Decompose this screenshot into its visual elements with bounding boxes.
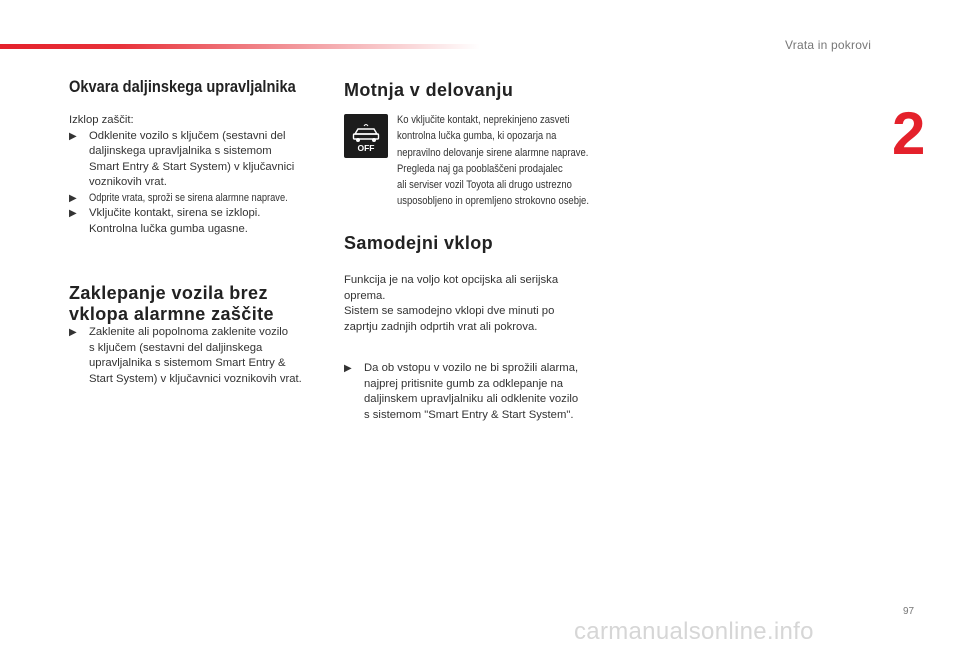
fault-bullet-1: ▶ Odklenite vozilo s ključem (sestavni del daljinskega upravljalnika s sistemom Smart Entry & Start System) v ključavnici voznikovih vrat. <box>69 129 295 188</box>
fault-section <box>69 113 324 237</box>
fault-bullet-3: ▶ Vključite kontakt, sirena se izklopi. Kontrolna lučka gumba ugasne. <box>69 207 261 235</box>
page-number: 97 <box>903 606 915 617</box>
auto-heading: Samodejni vklop <box>344 233 494 253</box>
fault-heading: Okvara daljinskega upravljalnika <box>69 77 296 96</box>
locking-section <box>69 325 324 387</box>
chapter-number: 2 <box>892 100 926 167</box>
malfunction-heading: Motnja v delovanju <box>344 80 514 100</box>
locking-heading: Zaklepanje vozila brez vklopa alarmne zaščite <box>69 283 274 324</box>
section-label: Vrata in pokrovi <box>785 38 872 52</box>
malfunction-text: Ko vključite kontakt, neprekinjeno zasveti kontrolna lučka gumba, ki opozarja na nepravilno delovanje sirene alarmne naprave. Pregleda naj ga pooblaščeni prodajalec ali serviser vozil Toyota ali drugo ustrezno usposobljeno in opremljeno strokovno osebje. <box>397 114 589 208</box>
auto-bullet-1: ▶ Da ob vstopu v vozilo ne bi sprožili alarma, najprej pritisnite gumb za odklepanje na daljinskem upravljalniku ali odklenite vozilo s sistemom "Smart Entry & Start System". <box>344 362 579 421</box>
auto-paragraph: Funkcija je na voljo kot opcijska ali serijska oprema. Sistem se samodejno vklopi dve minuti po zaprtju zadnjih odprtih vrat ali pokrova. <box>344 274 559 333</box>
bullet-marker-icon: ▶ <box>69 327 77 338</box>
alarm-off-icon <box>344 114 388 158</box>
svg-text:OFF: OFF <box>357 143 375 153</box>
bullet-marker-icon: ▶ <box>344 363 352 374</box>
auto-bullets <box>344 361 604 423</box>
fault-bullet-2: ▶ Odprite vrata, sproži se sirena alarmne naprave. <box>69 191 324 207</box>
bullet-marker-icon: ▶ <box>69 192 77 204</box>
bullet-marker-icon: ▶ <box>69 130 77 142</box>
header-accent-bar <box>0 44 480 49</box>
watermark: carmanualsonline.info <box>574 618 814 645</box>
locking-bullet-1: ▶ Zaklenite ali popolnoma zaklenite vozilo s ključem (sestavni del daljinskega upravljalnika s sistemom Smart Entry & Start System) v ključavnici voznikovih vrat. <box>69 326 302 385</box>
bullet-marker-icon: ▶ <box>69 208 77 219</box>
fault-intro: Izklop zaščit: <box>69 114 134 126</box>
